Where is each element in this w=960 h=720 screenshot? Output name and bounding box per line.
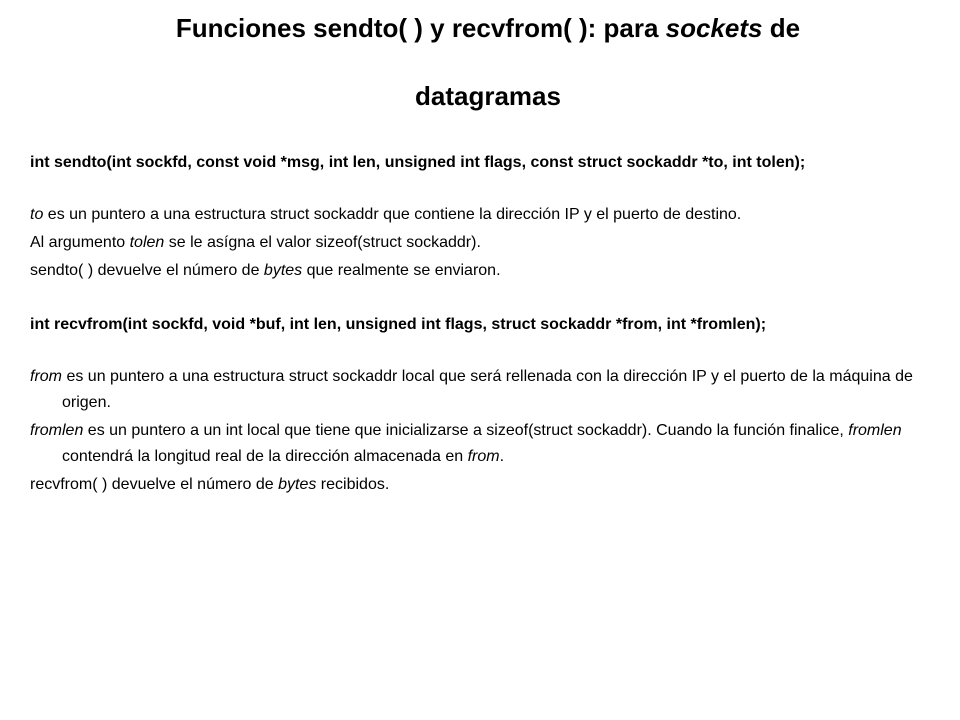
title-italic-text: sockets	[665, 13, 763, 43]
description-text: es un puntero a una estructura struct sockaddr local que será rellenada con la dirección IP y el puerto de la máquina de origen.	[62, 368, 913, 411]
term-bytes: bytes	[278, 476, 317, 493]
title-text-end: de	[762, 13, 801, 43]
description-text: es un puntero a una estructura struct sockaddr que contiene la dirección IP y el puerto de destino.	[43, 206, 742, 223]
description-text: recvfrom( ) devuelve el número de	[30, 476, 279, 493]
term-bytes: bytes	[263, 262, 303, 279]
description-text: es un puntero a un int local que tiene que inicializarse a sizeof(struct sockaddr). Cuando la función finalice,	[83, 422, 849, 439]
recvfrom-signature: int recvfrom(int sockfd, void *buf, int len, unsigned int flags, struct sockaddr *from, int *fromlen);	[30, 316, 767, 333]
description-text: sendto( ) devuelve el número de	[30, 262, 264, 279]
title-line-1	[0, 0, 960, 44]
term-from: from	[467, 448, 500, 465]
spacer	[30, 176, 950, 202]
description-text: que realmente se enviaron.	[302, 262, 501, 279]
description-text: Al argumento	[30, 234, 130, 251]
term-from: from	[30, 368, 62, 385]
term-fromlen: fromlen	[848, 422, 902, 439]
sendto-tolen-description	[30, 230, 950, 256]
slide-title	[0, 0, 960, 112]
spacer	[30, 284, 950, 312]
term-to: to	[30, 206, 44, 223]
recvfrom-return-description	[30, 472, 950, 498]
description-text: recibidos.	[316, 476, 390, 493]
description-text: .	[499, 448, 505, 465]
term-tolen: tolen	[129, 234, 165, 251]
sendto-return-description	[30, 258, 950, 284]
title-text: Funciones sendto( ) y recvfrom( ): para	[175, 13, 666, 43]
description-text: se le asígna el valor sizeof(struct sockaddr).	[164, 234, 481, 251]
title-line-2: datagramas	[415, 81, 561, 111]
term-fromlen: fromlen	[30, 422, 84, 439]
slide-body	[30, 150, 950, 498]
recvfrom-fromlen-description	[30, 418, 950, 470]
sendto-to-description	[30, 202, 950, 228]
description-text: contendrá la longitud real de la dirección almacenada en	[62, 448, 468, 465]
recvfrom-from-description	[30, 364, 950, 416]
sendto-signature: int sendto(int sockfd, const void *msg, int len, unsigned int flags, const struct sockaddr *to, int tolen);	[30, 154, 806, 171]
spacer	[30, 338, 950, 364]
